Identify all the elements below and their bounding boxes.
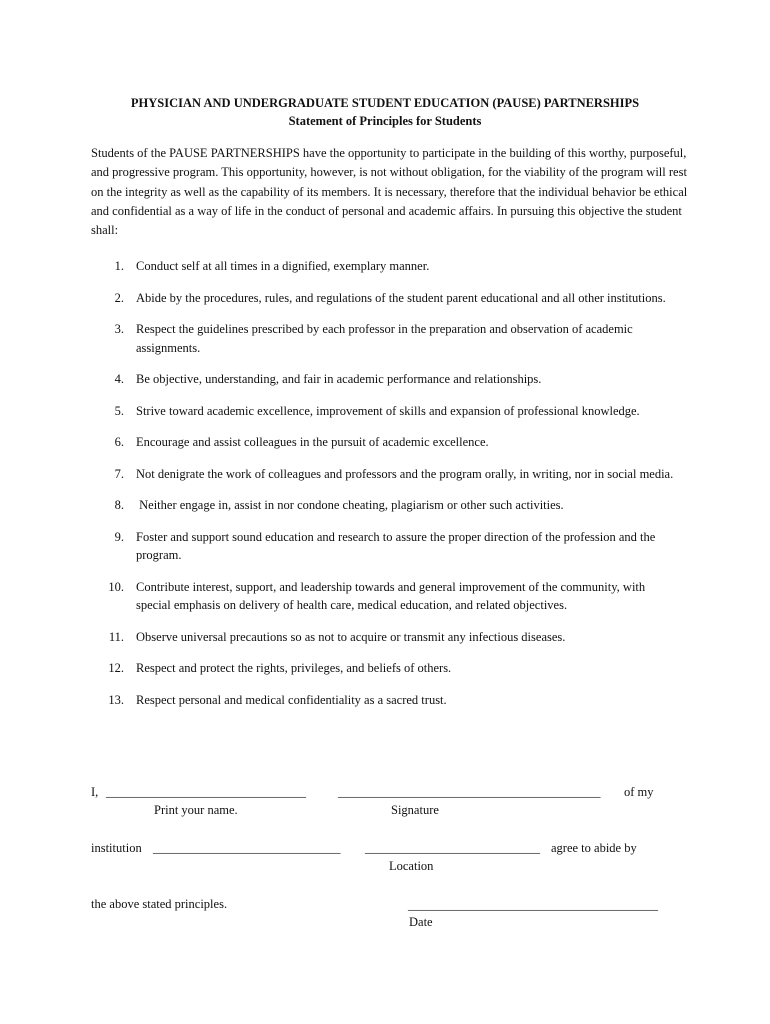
principle-text: Encourage and assist colleagues in the pursuit of academic excellence. — [136, 435, 489, 449]
principle-number: 12. — [108, 661, 124, 675]
principle-item — [91, 578, 691, 615]
agree-text: agree to abide by — [551, 841, 637, 855]
institution-prefix: institution — [91, 841, 142, 855]
document-subtitle: Statement of Principles for Students — [288, 114, 482, 128]
principle-item — [91, 257, 691, 276]
location-line[interactable]: ____________________________ — [365, 841, 540, 855]
date-line[interactable]: ________________________________________ — [408, 898, 658, 912]
i-prefix: I, — [91, 785, 99, 799]
principle-item — [91, 496, 691, 515]
principle-text: Respect the guidelines prescribed by each professor in the preparation and observation of academic assignments. — [136, 322, 633, 355]
principle-text: Foster and support sound education and research to assure the proper direction of the profession and the program. — [136, 529, 656, 562]
principle-number: 10. — [108, 579, 124, 594]
principle-item — [91, 320, 691, 357]
principle-text: Conduct self at all times in a dignified, exemplary manner. — [136, 259, 430, 273]
principle-number: 9. — [114, 529, 124, 544]
principle-item — [91, 528, 691, 565]
principle-item — [91, 402, 691, 421]
principle-text: Respect and protect the rights, privileges, and beliefs of others. — [136, 661, 452, 675]
principle-item — [91, 659, 691, 678]
principle-text: Abide by the procedures, rules, and regulations of the student parent educational and all other institutions. — [136, 290, 666, 305]
principle-number: 8. — [114, 498, 124, 512]
date-label: Date — [409, 915, 433, 929]
principle-number: 1. — [114, 259, 124, 273]
principle-item — [91, 289, 691, 308]
principle-item — [91, 465, 691, 484]
principle-item — [91, 370, 691, 389]
principle-item — [91, 433, 691, 452]
principle-number: 11. — [108, 629, 124, 644]
signature-line[interactable]: __________________________________________ — [338, 785, 601, 799]
closing-text: the above stated principles. — [91, 897, 228, 911]
print-name-label: Print your name. — [154, 803, 238, 817]
principles-list — [91, 257, 691, 709]
intro-paragraph: Students of the PAUSE PARTNERSHIPS have the opportunity to participate in the building of this worthy, purposeful, and progressive program. This opportunity, however, is not without obligation, for the viability of the program will rest on the integrity as well as the capability of its members. It is necessary, therefore that the individual behavior be ethical and confidential as a way of life in the conduct of personal and academic affairs. In pursuing this objective the student shall: — [91, 146, 688, 238]
principle-text: Be objective, understanding, and fair in academic performance and relationships. — [136, 372, 542, 386]
principle-text: Contribute interest, support, and leadership towards and general improvement of the community, with special emphasis on delivery of health care, medical education, and related objectives. — [136, 579, 646, 612]
principle-text: Observe universal precautions so as not to acquire or transmit any infectious diseases. — [136, 629, 566, 644]
principle-number: 13. — [108, 692, 124, 707]
location-label: Location — [389, 859, 434, 873]
principle-number: 5. — [114, 403, 124, 418]
principle-number: 4. — [114, 372, 124, 386]
signature-label: Signature — [391, 803, 439, 817]
of-my-text: of my — [624, 785, 654, 799]
institution-line[interactable]: ______________________________ — [153, 841, 341, 855]
principle-number: 7. — [114, 466, 124, 481]
principle-text: Not denigrate the work of colleagues and professors and the program orally, in writing, nor in social media. — [136, 466, 674, 481]
principle-text: Respect personal and medical confidentiality as a sacred trust. — [136, 692, 447, 707]
principle-text: Neither engage in, assist in nor condone cheating, plagiarism or other such activities. — [136, 498, 564, 512]
principle-item — [91, 628, 691, 647]
document-title: PHYSICIAN AND UNDERGRADUATE STUDENT EDUCATION (PAUSE) PARTNERSHIPS — [130, 96, 640, 110]
name-line[interactable]: ________________________________ — [106, 785, 306, 799]
principle-number: 6. — [114, 435, 124, 449]
principle-number: 2. — [114, 290, 124, 305]
principle-item — [91, 691, 691, 710]
principle-text: Strive toward academic excellence, improvement of skills and expansion of professional knowledge. — [136, 403, 640, 418]
principle-number: 3. — [114, 322, 124, 336]
